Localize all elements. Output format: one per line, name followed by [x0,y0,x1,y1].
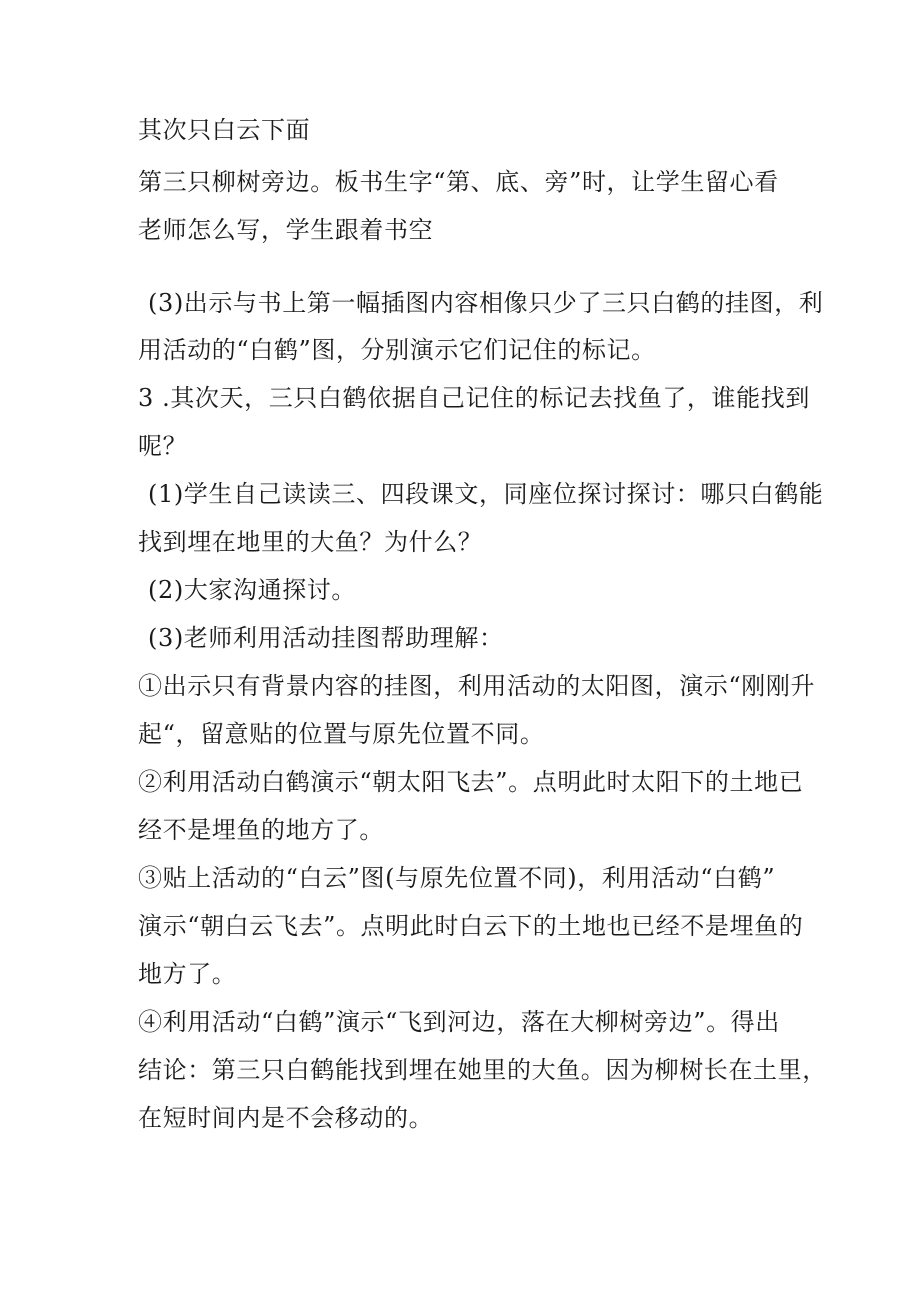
text-line: 经不是埋鱼的地方了。 [138,816,384,844]
text-line: 演示“朝白云飞去”。点明此时白云下的土地也已经不是埋鱼的 [138,912,804,940]
text-line: 结论：第三只白鹤能找到埋在她里的大鱼。因为柳树长在土里， [138,1056,827,1084]
text-line: 第三只柳树旁边。板书生字“第、底、旁”时，让学生留心看 [138,168,779,196]
text-line: 在短时间内是不会移动的。 [138,1104,434,1132]
text-line: ②利用活动白鹤演示“朝太阳飞去”。点明此时太阳下的土地已 [138,768,804,796]
text-line: 用活动的“白鹤”图，分别演示它们记住的标记。 [138,336,656,364]
text-line: (3)出示与书上第一幅插图内容相像只少了三只白鹤的挂图，利 [148,289,824,317]
text-line: 呢？ [138,432,188,460]
text-line: (3)老师利用活动挂图帮助理解： [148,624,504,652]
text-line: 3 .其次天，三只白鹤依据自己记住的标记去找鱼了，谁能找到 [138,384,810,412]
text-line: 地方了。 [138,960,237,988]
text-line: ③贴上活动的“白云”图(与原先位置不同)，利用活动“白鹤” [138,864,776,892]
text-line: 找到埋在地里的大鱼？为什么？ [138,528,483,556]
text-line: ①出示只有背景内容的挂图，利用活动的太阳图，演示“刚刚升 [138,672,816,700]
text-line: ④利用活动“白鹤”演示“飞到河边，落在大柳树旁边”。得出 [138,1008,780,1036]
text-line: 老师怎么写，学生跟着书空 [138,216,434,244]
text-line: (1)学生自己读读三、四段课文，同座位探讨探讨：哪只白鹤能 [148,480,824,508]
text-line: 起“，留意贴的位置与原先位置不同。 [138,720,545,748]
text-line: (2)大家沟通探讨。 [148,576,356,604]
text-line: 其次只白云下面 [138,116,311,144]
